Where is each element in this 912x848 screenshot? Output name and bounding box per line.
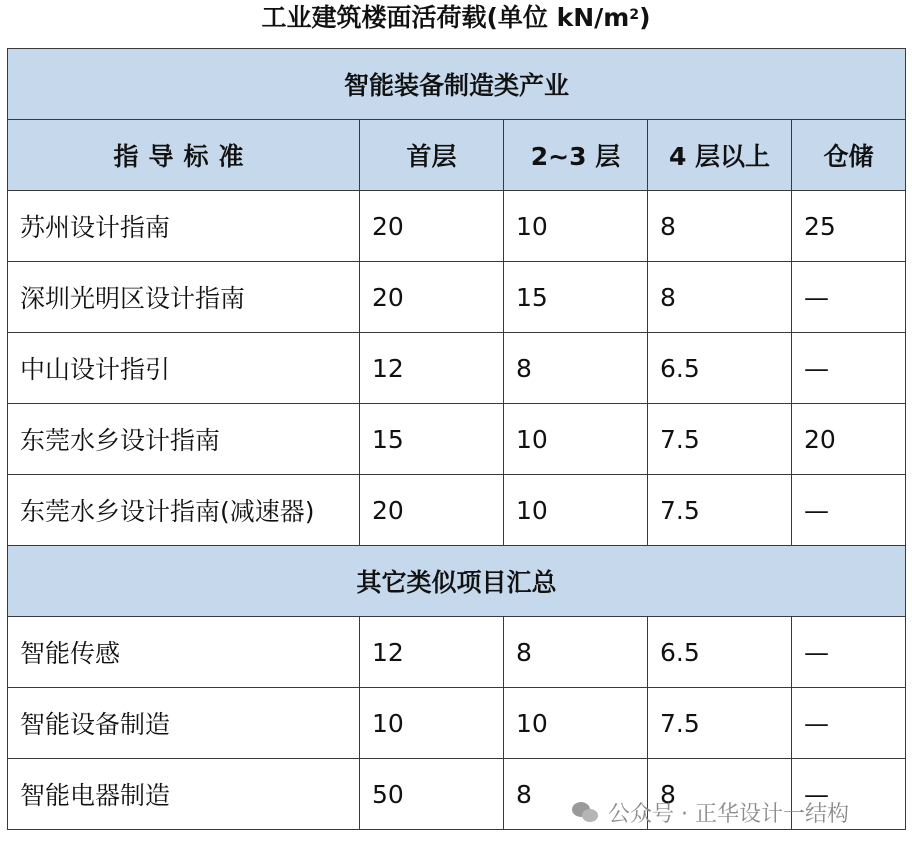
table-cell: 6.5 bbox=[648, 333, 792, 404]
table-row bbox=[8, 191, 906, 262]
table-cell: 8 bbox=[648, 262, 792, 333]
table-cell: 20 bbox=[792, 404, 906, 475]
wechat-icon bbox=[572, 800, 600, 824]
table-row bbox=[8, 688, 906, 759]
table-cell: 智能传感 bbox=[8, 617, 360, 688]
section-heading: 智能装备制造类产业 bbox=[8, 49, 906, 120]
table-cell: 12 bbox=[360, 617, 504, 688]
table-cell: 25 bbox=[792, 191, 906, 262]
table-row bbox=[8, 475, 906, 546]
table-cell: 6.5 bbox=[648, 617, 792, 688]
table-cell: 深圳光明区设计指南 bbox=[8, 262, 360, 333]
table-cell: 7.5 bbox=[648, 688, 792, 759]
table-row bbox=[8, 617, 906, 688]
table-cell: — bbox=[792, 688, 906, 759]
table-row bbox=[8, 404, 906, 475]
table-cell: — bbox=[792, 475, 906, 546]
table-cell: 10 bbox=[504, 688, 648, 759]
table-cell: — bbox=[792, 333, 906, 404]
table-row bbox=[8, 333, 906, 404]
column-header-row bbox=[8, 120, 906, 191]
table-cell: 7.5 bbox=[648, 404, 792, 475]
table-cell: 东莞水乡设计指南(减速器) bbox=[8, 475, 360, 546]
table-cell: 7.5 bbox=[648, 475, 792, 546]
title-main: 工业建筑楼面活荷载(单位 kN/m bbox=[261, 3, 630, 32]
title-superscript: 2 bbox=[629, 7, 640, 23]
table-cell: 50 bbox=[360, 759, 504, 830]
column-header: 2~3 层 bbox=[504, 120, 648, 191]
watermark-text: 公众号 · 正华设计一结构 bbox=[608, 801, 849, 827]
table-cell: 10 bbox=[360, 688, 504, 759]
table-cell: 智能电器制造 bbox=[8, 759, 360, 830]
column-header: 首层 bbox=[360, 120, 504, 191]
table-cell: 8 bbox=[504, 617, 648, 688]
table-cell: 8 bbox=[648, 759, 792, 830]
table-cell: 20 bbox=[360, 191, 504, 262]
table-cell: 12 bbox=[360, 333, 504, 404]
title-close: ) bbox=[639, 3, 651, 32]
table-cell: 8 bbox=[648, 191, 792, 262]
table-row bbox=[8, 262, 906, 333]
section-heading: 其它类似项目汇总 bbox=[8, 546, 906, 617]
section-header-row bbox=[8, 49, 906, 120]
section-header-row bbox=[8, 546, 906, 617]
column-header: 指导标准 bbox=[8, 120, 360, 191]
table-cell: 10 bbox=[504, 475, 648, 546]
column-header: 仓储 bbox=[792, 120, 906, 191]
watermark bbox=[572, 795, 849, 829]
table-cell: — bbox=[792, 759, 906, 830]
table-cell: 中山设计指引 bbox=[8, 333, 360, 404]
table-cell: 8 bbox=[504, 759, 648, 830]
table-cell: 20 bbox=[360, 262, 504, 333]
table-cell: 东莞水乡设计指南 bbox=[8, 404, 360, 475]
table-cell: 智能设备制造 bbox=[8, 688, 360, 759]
page-title bbox=[0, 0, 912, 36]
table-cell: 10 bbox=[504, 191, 648, 262]
table-cell: 10 bbox=[504, 404, 648, 475]
table-cell: 苏州设计指南 bbox=[8, 191, 360, 262]
table-cell: — bbox=[792, 262, 906, 333]
load-table bbox=[7, 48, 906, 830]
table-cell: — bbox=[792, 617, 906, 688]
table-cell: 15 bbox=[360, 404, 504, 475]
table-cell: 20 bbox=[360, 475, 504, 546]
table-cell: 15 bbox=[504, 262, 648, 333]
table-cell: 8 bbox=[504, 333, 648, 404]
column-header: 4 层以上 bbox=[648, 120, 792, 191]
